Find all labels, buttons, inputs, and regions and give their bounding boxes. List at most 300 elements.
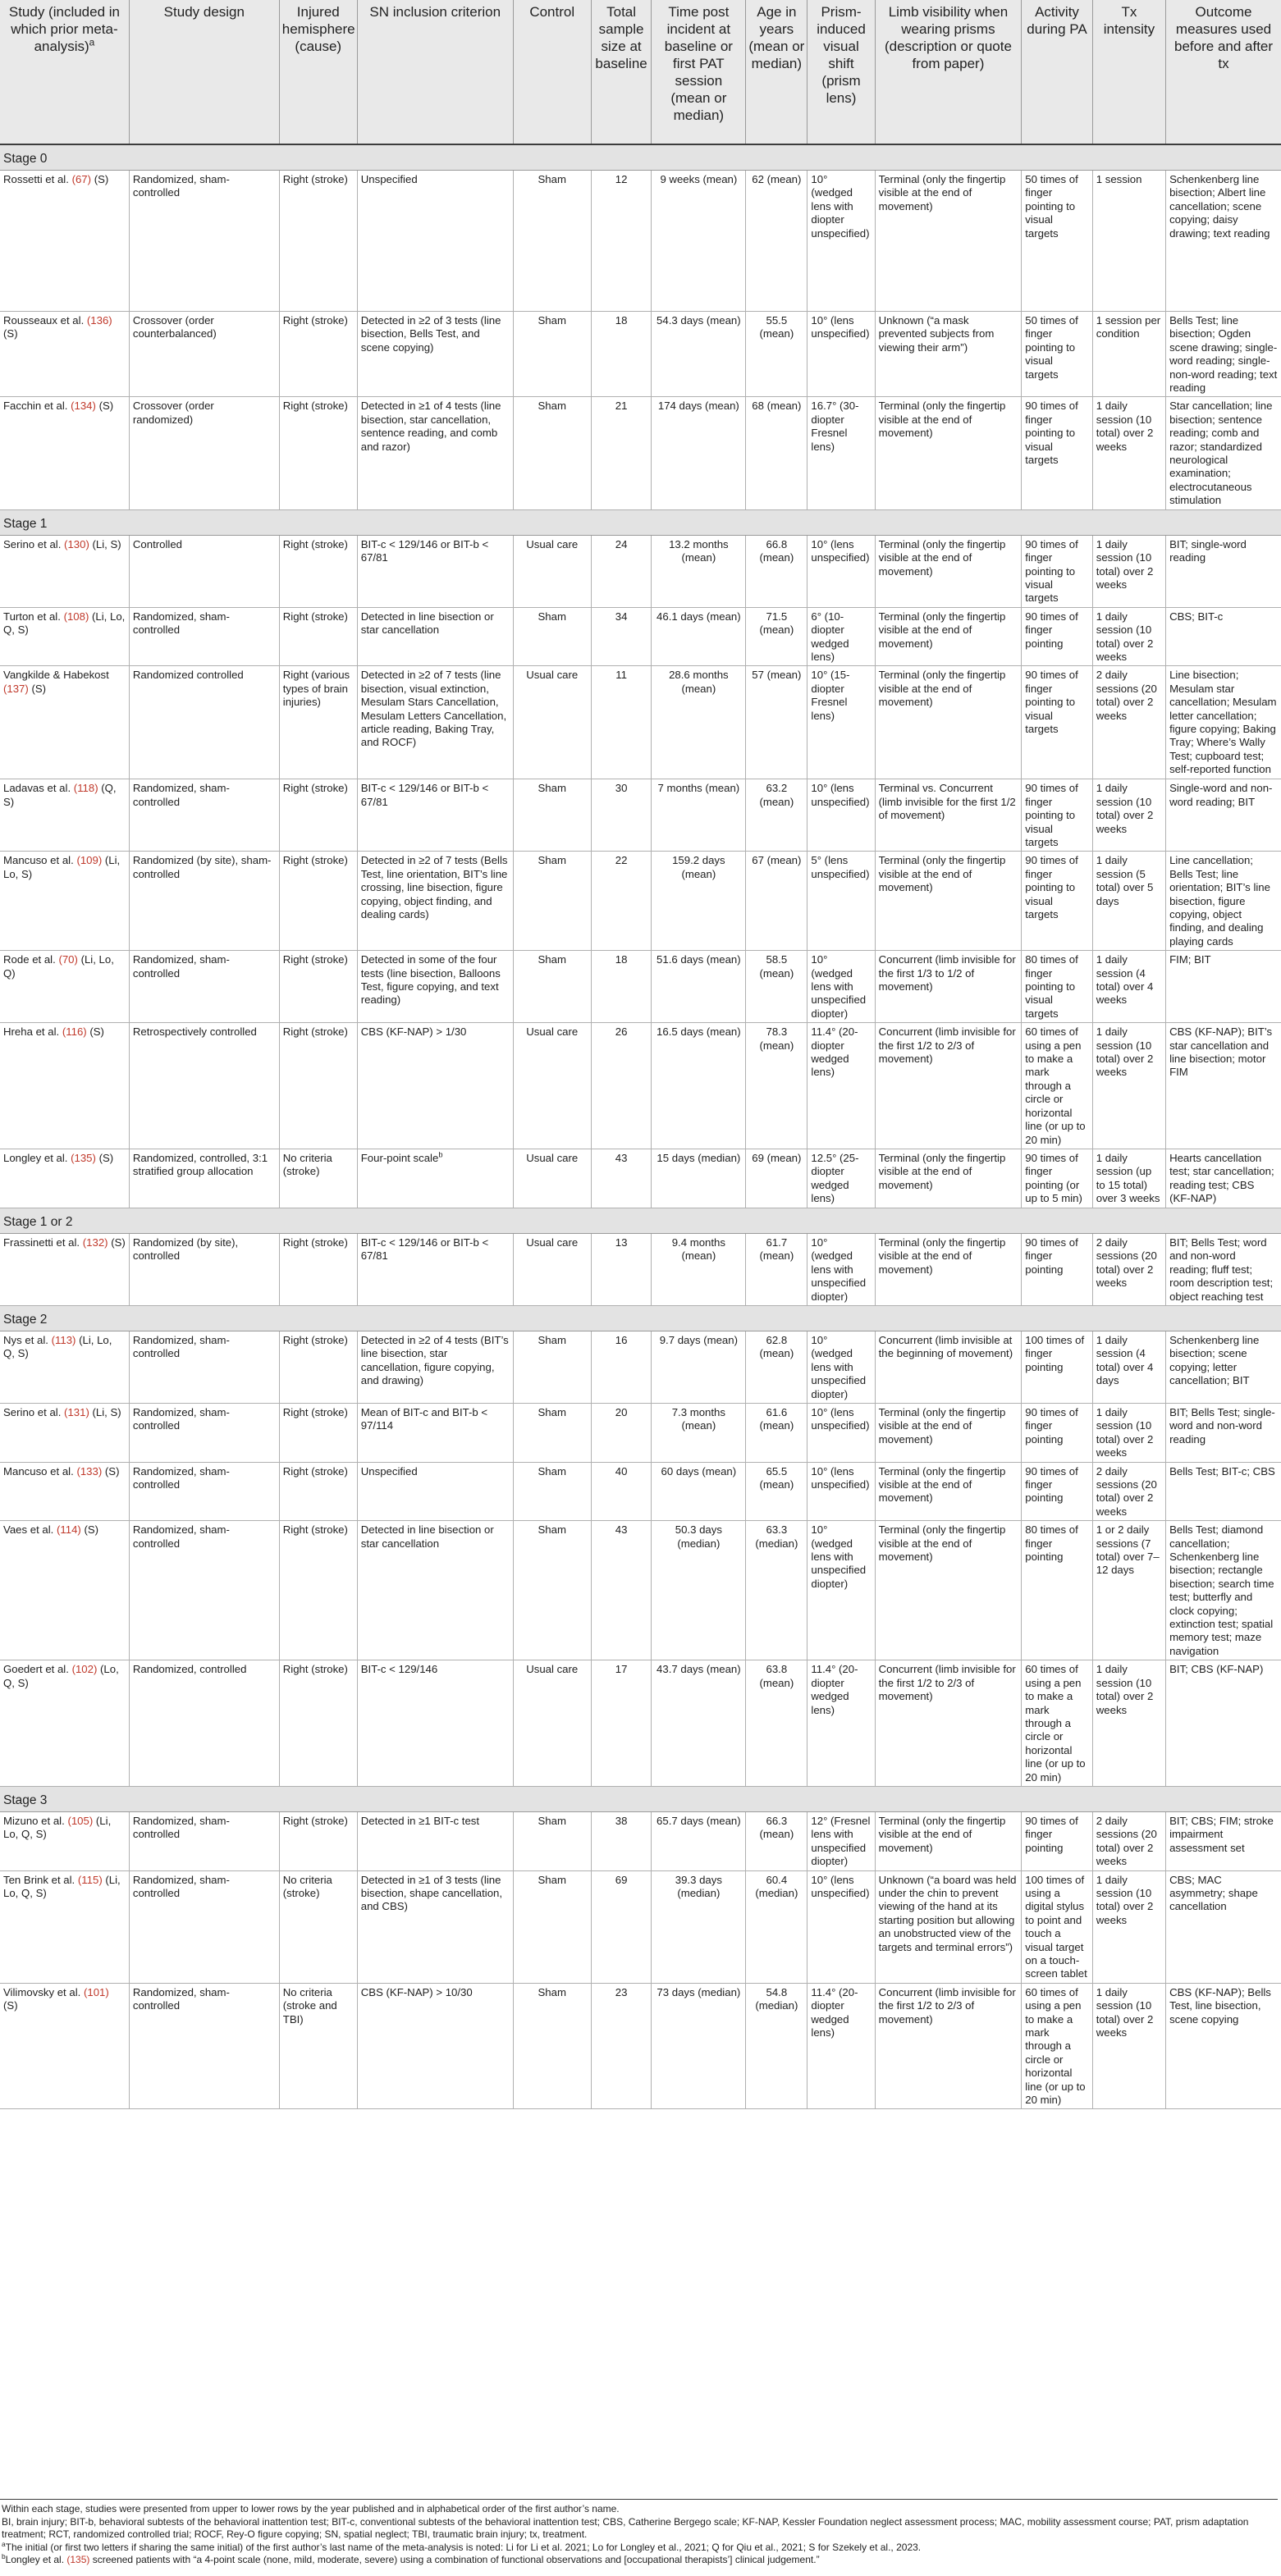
cell-design bbox=[129, 1521, 279, 1660]
cell-control bbox=[513, 852, 591, 951]
table-footnotes bbox=[0, 2499, 1278, 2567]
cell-control-text: Sham bbox=[538, 1814, 566, 1827]
cell-design-text: Randomized controlled bbox=[132, 669, 244, 682]
cell-control bbox=[513, 1983, 591, 2109]
study-author: Turton et al. bbox=[3, 610, 61, 623]
cell-n bbox=[591, 535, 652, 607]
cell-hemisphere-text: Right (stroke) bbox=[282, 537, 348, 550]
cell-design bbox=[129, 1870, 279, 1983]
cell-age-text: 66.8 (mean) bbox=[759, 537, 794, 564]
cell-shift bbox=[807, 1660, 875, 1787]
cell-hemisphere bbox=[279, 1983, 357, 2109]
cell-intensity-text: 1 daily session (10 total) over 2 weeks bbox=[1096, 1025, 1154, 1079]
study-author: Mizuno et al. bbox=[3, 1814, 65, 1827]
cell-age-text: 60.4 (median) bbox=[755, 1873, 798, 1899]
cell-intensity bbox=[1092, 1660, 1165, 1787]
study-meta-tag: (Q, S) bbox=[3, 782, 117, 808]
cell-criterion bbox=[357, 1521, 513, 1660]
cell-limb-text: Concurrent (limb invisible for the first 1/2 to 2/3 of movement) bbox=[878, 1025, 1016, 1066]
cell-limb bbox=[875, 1023, 1022, 1149]
study-meta-tag: (S) bbox=[108, 1235, 126, 1249]
cell-activity-text: 50 times of finger pointing to visual targets bbox=[1025, 314, 1078, 381]
study-meta-tag: (S) bbox=[95, 1151, 114, 1164]
cell-shift bbox=[807, 607, 875, 666]
study-author: Mancuso et al. bbox=[3, 854, 74, 867]
study-author: Vaes et al. bbox=[3, 1523, 54, 1537]
cell-n bbox=[591, 1331, 652, 1403]
cell-control-text: Sham bbox=[538, 1523, 566, 1537]
cell-time bbox=[652, 1403, 746, 1462]
cell-shift bbox=[807, 535, 875, 607]
cell-criterion bbox=[357, 1462, 513, 1521]
study-author: Serino et al. bbox=[3, 1405, 62, 1418]
cell-outcomes bbox=[1166, 1331, 1281, 1403]
cell-activity bbox=[1022, 1811, 1092, 1870]
cell-design bbox=[129, 852, 279, 951]
cell-control-text: Sham bbox=[538, 953, 566, 966]
cell-hemisphere bbox=[279, 535, 357, 607]
cell-limb bbox=[875, 1660, 1022, 1787]
cell-hemisphere-text: Right (stroke) bbox=[282, 953, 348, 966]
cell-limb bbox=[875, 1233, 1022, 1305]
cell-intensity bbox=[1092, 1233, 1165, 1305]
cell-activity bbox=[1022, 951, 1092, 1023]
cell-limb-text: Unknown (“a mask prevented subjects from viewing their arm”) bbox=[878, 314, 995, 354]
footnote-a-mark: a bbox=[2, 2539, 6, 2548]
cell-control bbox=[513, 312, 591, 397]
cell-time-text: 28.6 months (mean) bbox=[669, 669, 729, 695]
cell-age-text: 68 (mean) bbox=[752, 400, 802, 413]
cell-shift-text: 16.7° (30-diopter Fresnel lens) bbox=[811, 400, 859, 453]
cell-study bbox=[0, 951, 129, 1023]
cell-criterion-text: Detected in ≥2 of 3 tests (line bisection, Bells Test, and scene copying) bbox=[360, 314, 501, 354]
cell-activity bbox=[1022, 1331, 1092, 1403]
cell-intensity-text: 2 daily sessions (20 total) over 2 weeks bbox=[1096, 1235, 1157, 1290]
cell-time-text: 9 weeks (mean) bbox=[660, 173, 738, 185]
cell-n-text: 12 bbox=[615, 173, 628, 185]
study-reference-link[interactable]: (101) bbox=[83, 1985, 109, 1998]
cell-intensity bbox=[1092, 397, 1165, 509]
cell-control-text: Sham bbox=[538, 400, 566, 413]
cell-activity-text: 60 times of using a pen to make a mark through a circle or horizontal line (or up to 20 min) bbox=[1025, 1985, 1086, 2107]
column-header-8 bbox=[807, 0, 875, 144]
cell-intensity bbox=[1092, 1521, 1165, 1660]
cell-n bbox=[591, 779, 652, 852]
cell-limb-text: Terminal (only the fingertip visible at the end of movement) bbox=[878, 1464, 1006, 1505]
cell-criterion-text: BIT-c < 129/146 or BIT-b < 67/81 bbox=[360, 782, 489, 808]
study-reference-link[interactable]: (118) bbox=[73, 782, 98, 795]
cell-time-text: 46.1 days (mean) bbox=[657, 610, 741, 623]
cell-time bbox=[652, 1811, 746, 1870]
cell-n bbox=[591, 1462, 652, 1521]
cell-criterion-text: Detected in some of the four tests (line bisection, Balloons Test, figure copying, and text reading) bbox=[360, 953, 501, 1007]
column-header-0 bbox=[0, 0, 129, 144]
cell-design-text: Randomized (by site), controlled bbox=[132, 1235, 239, 1263]
cell-time bbox=[652, 535, 746, 607]
cell-design-text: Crossover (order randomized) bbox=[132, 400, 214, 426]
study-reference-link[interactable]: (131) bbox=[64, 1405, 89, 1418]
cell-criterion bbox=[357, 1233, 513, 1305]
study-reference-link[interactable]: (116) bbox=[62, 1025, 87, 1039]
study-reference-link[interactable]: (115) bbox=[77, 1873, 103, 1886]
cell-study bbox=[0, 1870, 129, 1983]
cell-design bbox=[129, 535, 279, 607]
cell-shift bbox=[807, 1521, 875, 1660]
cell-age bbox=[746, 951, 807, 1023]
cell-design-text: Crossover (order counterbalanced) bbox=[132, 314, 217, 340]
table-row bbox=[0, 852, 1281, 951]
cell-intensity bbox=[1092, 951, 1165, 1023]
table-row bbox=[0, 1811, 1281, 1870]
cell-activity bbox=[1022, 171, 1092, 312]
cell-n bbox=[591, 1660, 652, 1787]
cell-control-text: Usual care bbox=[526, 669, 579, 682]
cell-limb-text: Concurrent (limb invisible for the first 1/2 to 2/3 of movement) bbox=[878, 1985, 1016, 2026]
cell-hemisphere bbox=[279, 779, 357, 852]
cell-control bbox=[513, 951, 591, 1023]
cell-study bbox=[0, 1983, 129, 2109]
cell-criterion bbox=[357, 1870, 513, 1983]
cell-design-text: Randomized, sham-controlled bbox=[132, 1405, 230, 1432]
table-row bbox=[0, 779, 1281, 852]
cell-design-text: Retrospectively controlled bbox=[132, 1025, 257, 1039]
study-meta-tag: (Li, Lo, Q, S) bbox=[3, 1873, 121, 1899]
column-header-3 bbox=[357, 0, 513, 144]
cell-criterion bbox=[357, 1811, 513, 1870]
cell-criterion bbox=[357, 397, 513, 509]
cell-criterion-text: Detected in ≥1 BIT-c test bbox=[360, 1814, 480, 1827]
cell-intensity bbox=[1092, 1870, 1165, 1983]
cell-age-text: 63.2 (mean) bbox=[759, 782, 794, 808]
cell-limb-text: Terminal (only the fingertip visible at the end of movement) bbox=[878, 173, 1006, 212]
cell-intensity bbox=[1092, 779, 1165, 852]
cell-intensity bbox=[1092, 607, 1165, 666]
table-body bbox=[0, 144, 1281, 2109]
cell-intensity bbox=[1092, 1023, 1165, 1149]
cell-n-text: 26 bbox=[615, 1025, 628, 1039]
cell-design-text: Randomized, controlled, 3:1 stratified group allocation bbox=[132, 1151, 268, 1178]
cell-activity-text: 90 times of finger pointing to visual targets bbox=[1025, 669, 1078, 735]
cell-time bbox=[652, 171, 746, 312]
cell-hemisphere-text: No criteria (stroke) bbox=[282, 1151, 332, 1178]
study-reference-link[interactable]: (109) bbox=[76, 854, 103, 867]
cell-study bbox=[0, 171, 129, 312]
cell-activity-text: 90 times of finger pointing to visual targets bbox=[1025, 854, 1078, 920]
study-meta-tag: (S) bbox=[102, 1464, 120, 1478]
cell-criterion bbox=[357, 171, 513, 312]
cell-control bbox=[513, 1811, 591, 1870]
cell-hemisphere-text: No criteria (stroke) bbox=[282, 1873, 332, 1899]
study-reference-link[interactable]: (136) bbox=[86, 314, 112, 327]
cell-control-text: Sham bbox=[538, 1405, 566, 1418]
cell-limb bbox=[875, 1521, 1022, 1660]
cell-hemisphere-text: Right (stroke) bbox=[282, 1814, 348, 1827]
cell-study bbox=[0, 312, 129, 397]
cell-criterion bbox=[357, 779, 513, 852]
cell-limb-text: Concurrent (limb invisible for the first 1/3 to 1/2 of movement) bbox=[878, 953, 1016, 993]
cell-n bbox=[591, 397, 652, 509]
cell-control-text: Sham bbox=[538, 1333, 566, 1346]
cell-criterion-text: BIT-c < 129/146 or BIT-b < 67/81 bbox=[360, 537, 489, 564]
cell-intensity bbox=[1092, 1403, 1165, 1462]
study-reference-link[interactable]: (102) bbox=[71, 1663, 98, 1676]
study-author: Rode et al. bbox=[3, 953, 56, 966]
cell-time-text: 9.7 days (mean) bbox=[659, 1333, 738, 1346]
cell-activity bbox=[1022, 312, 1092, 397]
study-reference-link[interactable]: (137) bbox=[3, 682, 29, 695]
cell-n-text: 18 bbox=[615, 953, 628, 966]
cell-limb-text: Terminal (only the fingertip visible at the end of movement) bbox=[878, 1405, 1006, 1446]
cell-activity-text: 100 times of finger pointing bbox=[1025, 1333, 1085, 1373]
table-row bbox=[0, 312, 1281, 397]
cell-limb bbox=[875, 1983, 1022, 2109]
footnote-b-post: screened patients with “a 4-point scale (none, mild, moderate, severe) using a combination of functional observations and [occupational therapists’] clinical judgement.” bbox=[89, 2554, 820, 2566]
cell-shift bbox=[807, 1233, 875, 1305]
stage-label: Stage 0 bbox=[0, 144, 1281, 171]
cell-shift-text: 10° (lens unspecified) bbox=[811, 782, 870, 808]
cell-age-text: 62.8 (mean) bbox=[759, 1333, 794, 1360]
study-reference-link[interactable]: (130) bbox=[64, 537, 89, 550]
study-reference-link[interactable]: (114) bbox=[57, 1523, 81, 1537]
cell-hemisphere-text: Right (stroke) bbox=[282, 610, 348, 623]
cell-age-text: 57 (mean) bbox=[752, 669, 802, 682]
cell-shift-text: 10° (wedged lens with diopter unspecified) bbox=[811, 173, 870, 240]
column-header-label: SN inclusion criterion bbox=[369, 4, 501, 20]
table-row bbox=[0, 1660, 1281, 1787]
cell-outcomes-text: Star cancellation; line bisection; sentence reading; comb and razor; standardized neurological examination; electrocutaneous stimulation bbox=[1169, 400, 1273, 507]
cell-hemisphere bbox=[279, 1023, 357, 1149]
study-author: Goedert et al. bbox=[3, 1663, 69, 1676]
cell-study bbox=[0, 1811, 129, 1870]
cell-time-text: 13.2 months (mean) bbox=[669, 537, 729, 564]
cell-hemisphere-text: Right (stroke) bbox=[282, 1523, 348, 1537]
cell-time-text: 9.4 months (mean) bbox=[671, 1235, 725, 1263]
cell-time-text: 54.3 days (mean) bbox=[657, 314, 741, 327]
cell-criterion bbox=[357, 607, 513, 666]
study-author: Nys et al. bbox=[3, 1333, 48, 1346]
study-reference-link[interactable]: (113) bbox=[51, 1333, 76, 1346]
cell-n bbox=[591, 951, 652, 1023]
cell-n bbox=[591, 1983, 652, 2109]
cell-control-text: Usual care bbox=[526, 1663, 579, 1676]
cell-hemisphere bbox=[279, 397, 357, 509]
table-row bbox=[0, 1462, 1281, 1521]
cell-age-text: 61.7 (mean) bbox=[759, 1235, 794, 1263]
table-row bbox=[0, 535, 1281, 607]
cell-outcomes bbox=[1166, 312, 1281, 397]
table-row bbox=[0, 951, 1281, 1023]
cell-control-text: Sham bbox=[538, 1464, 566, 1478]
cell-time-text: 174 days (mean) bbox=[657, 400, 739, 413]
cell-time bbox=[652, 312, 746, 397]
cell-limb-text: Terminal (only the fingertip visible at the end of movement) bbox=[878, 610, 1006, 650]
header-row bbox=[0, 0, 1281, 144]
cell-design bbox=[129, 1233, 279, 1305]
cell-n bbox=[591, 852, 652, 951]
study-reference-link[interactable]: (70) bbox=[58, 953, 78, 966]
cell-intensity-text: 1 daily session (10 total) over 2 weeks bbox=[1096, 1985, 1154, 2039]
cell-activity bbox=[1022, 1023, 1092, 1149]
cell-n-text: 22 bbox=[615, 854, 628, 867]
cell-design-text: Randomized, sham-controlled bbox=[132, 1985, 230, 2012]
cell-shift-text: 11.4° (20-diopter wedged lens) bbox=[811, 1985, 858, 2039]
cell-age bbox=[746, 1462, 807, 1521]
cell-activity bbox=[1022, 1870, 1092, 1983]
footnote-b-ref[interactable]: (135) bbox=[66, 2554, 90, 2566]
cell-activity-text: 80 times of finger pointing to visual targets bbox=[1025, 953, 1078, 1020]
cell-n-text: 34 bbox=[615, 610, 628, 623]
cell-control-text: Sham bbox=[538, 314, 566, 327]
column-header-label: Time post incident at baseline or first PAT session (mean or median) bbox=[664, 4, 733, 123]
cell-criterion-text: BIT-c < 129/146 bbox=[360, 1663, 438, 1676]
cell-age-text: 63.3 (median) bbox=[755, 1523, 798, 1550]
cell-study bbox=[0, 1331, 129, 1403]
cell-n bbox=[591, 1521, 652, 1660]
cell-intensity-text: 2 daily sessions (20 total) over 2 weeks bbox=[1096, 669, 1157, 722]
cell-hemisphere-text: No criteria (stroke and TBI) bbox=[282, 1985, 337, 2026]
cell-n-text: 24 bbox=[615, 537, 628, 550]
cell-age bbox=[746, 1331, 807, 1403]
footnote-b-mark: b bbox=[2, 2552, 6, 2561]
cell-age bbox=[746, 666, 807, 779]
column-header-label: Limb visibility when wearing prisms (description or quote from paper) bbox=[884, 4, 1012, 71]
cell-study bbox=[0, 779, 129, 852]
cell-study bbox=[0, 1462, 129, 1521]
cell-hemisphere-text: Right (stroke) bbox=[282, 1405, 348, 1418]
cell-outcomes bbox=[1166, 1023, 1281, 1149]
cell-time-text: 7.3 months (mean) bbox=[671, 1405, 725, 1432]
cell-shift bbox=[807, 779, 875, 852]
cell-intensity-text: 1 or 2 daily sessions (7 total) over 7–12 days bbox=[1096, 1523, 1160, 1577]
cell-intensity-text: 1 daily session (up to 15 total) over 3 weeks bbox=[1096, 1151, 1160, 1205]
cell-criterion bbox=[357, 951, 513, 1023]
cell-criterion-text: Detected in ≥2 of 4 tests (BIT’s line bisection, star cancellation, figure copying, and drawing) bbox=[360, 1333, 509, 1387]
cell-outcomes-text: FIM; BIT bbox=[1169, 953, 1211, 966]
cell-age bbox=[746, 1983, 807, 2109]
cell-design bbox=[129, 1983, 279, 2109]
cell-control bbox=[513, 666, 591, 779]
cell-design-text: Randomized, sham-controlled bbox=[132, 782, 230, 808]
cell-control-text: Usual care bbox=[526, 1025, 579, 1039]
cell-outcomes bbox=[1166, 1233, 1281, 1305]
cell-control-text: Usual care bbox=[526, 1151, 579, 1164]
column-header-label: Age in years (mean or median) bbox=[748, 4, 805, 71]
cell-activity bbox=[1022, 1233, 1092, 1305]
cell-shift-text: 10° (lens unspecified) bbox=[811, 1405, 870, 1432]
footnote-a bbox=[2, 2539, 1278, 2555]
cell-limb bbox=[875, 535, 1022, 607]
cell-age-text: 58.5 (mean) bbox=[759, 953, 794, 980]
cell-study bbox=[0, 1403, 129, 1462]
cell-n bbox=[591, 666, 652, 779]
cell-control bbox=[513, 171, 591, 312]
cell-age bbox=[746, 1023, 807, 1149]
cell-study bbox=[0, 1149, 129, 1208]
cell-shift-text: 12° (Fresnel lens with unspecified diopter) bbox=[811, 1814, 871, 1868]
cell-study bbox=[0, 666, 129, 779]
table-row bbox=[0, 1023, 1281, 1149]
cell-hemisphere bbox=[279, 1403, 357, 1462]
column-header-label: Study design bbox=[163, 4, 245, 20]
study-author: Ladavas et al. bbox=[3, 782, 71, 795]
cell-control bbox=[513, 1462, 591, 1521]
cell-limb bbox=[875, 1331, 1022, 1403]
study-author: Hreha et al. bbox=[3, 1025, 60, 1039]
cell-n-text: 20 bbox=[615, 1405, 628, 1418]
study-reference-link[interactable]: (132) bbox=[82, 1235, 108, 1249]
cell-shift-text: 10° (wedged lens with unspecified diopter) bbox=[811, 1523, 867, 1590]
cell-outcomes-text: Hearts cancellation test; star cancellation; reading test; CBS (KF-NAP) bbox=[1169, 1151, 1274, 1205]
cell-activity-text: 90 times of finger pointing to visual targets bbox=[1025, 782, 1078, 848]
column-header-9 bbox=[875, 0, 1022, 144]
cell-activity-text: 90 times of finger pointing bbox=[1025, 1814, 1078, 1854]
cell-study bbox=[0, 852, 129, 951]
cell-activity bbox=[1022, 397, 1092, 509]
study-reference-link[interactable]: (133) bbox=[76, 1464, 103, 1478]
cell-hemisphere bbox=[279, 607, 357, 666]
cell-criterion-text: Detected in ≥2 of 7 tests (line bisection, visual extinction, Mesulam Stars Cancellation, Mesulam Letters Cancellation, article reading, Baking Tray, and ROCF) bbox=[360, 669, 507, 749]
study-reference-link[interactable]: (135) bbox=[71, 1151, 96, 1164]
study-reference-link[interactable]: (108) bbox=[63, 610, 89, 623]
cell-outcomes bbox=[1166, 1983, 1281, 2109]
cell-activity bbox=[1022, 1149, 1092, 1208]
cell-criterion bbox=[357, 666, 513, 779]
cell-n-text: 21 bbox=[615, 400, 628, 413]
cell-outcomes-text: Line cancellation; Bells Test; line orientation; BIT’s line bisection, figure copying, object finding, and dealing playing cards bbox=[1169, 854, 1270, 948]
cell-shift bbox=[807, 171, 875, 312]
study-author: Rossetti et al. bbox=[3, 173, 69, 185]
cell-outcomes bbox=[1166, 1462, 1281, 1521]
cell-intensity-text: 1 session per condition bbox=[1096, 314, 1161, 340]
study-meta-tag: (S) bbox=[80, 1523, 99, 1537]
cell-outcomes bbox=[1166, 1149, 1281, 1208]
study-reference-link[interactable]: (67) bbox=[71, 173, 92, 185]
cell-limb-text: Terminal (only the fingertip visible at the end of movement) bbox=[878, 1151, 1006, 1191]
table-row bbox=[0, 1331, 1281, 1403]
cell-n bbox=[591, 1870, 652, 1983]
cell-outcomes-text: BIT; Bells Test; single-word and non-word reading bbox=[1169, 1405, 1275, 1446]
cell-activity bbox=[1022, 607, 1092, 666]
cell-limb bbox=[875, 951, 1022, 1023]
cell-intensity bbox=[1092, 171, 1165, 312]
stage-label: Stage 2 bbox=[0, 1305, 1281, 1331]
cell-design bbox=[129, 171, 279, 312]
cell-limb-text: Terminal (only the fingertip visible at the end of movement) bbox=[878, 537, 1006, 578]
cell-limb bbox=[875, 779, 1022, 852]
cell-n bbox=[591, 171, 652, 312]
cell-age-text: 61.6 (mean) bbox=[759, 1405, 794, 1432]
cell-criterion-text: CBS (KF-NAP) > 10/30 bbox=[360, 1985, 473, 1998]
cell-shift bbox=[807, 1811, 875, 1870]
cell-limb-text: Concurrent (limb invisible for the first 1/2 to 2/3 of movement) bbox=[878, 1663, 1016, 1703]
study-author: Longley et al. bbox=[3, 1151, 68, 1164]
cell-age-text: 54.8 (median) bbox=[755, 1985, 798, 2012]
cell-activity bbox=[1022, 1462, 1092, 1521]
study-meta-tag: (S) bbox=[3, 327, 18, 340]
study-reference-link[interactable]: (105) bbox=[67, 1814, 94, 1827]
cell-age bbox=[746, 171, 807, 312]
cell-control-text: Sham bbox=[538, 782, 566, 795]
cell-n-text: 43 bbox=[615, 1151, 628, 1164]
cell-intensity-text: 1 daily session (10 total) over 2 weeks bbox=[1096, 610, 1154, 663]
cell-age bbox=[746, 1870, 807, 1983]
cell-n bbox=[591, 1233, 652, 1305]
study-reference-link[interactable]: (134) bbox=[71, 400, 96, 413]
cell-study bbox=[0, 1521, 129, 1660]
cell-outcomes-text: CBS (KF-NAP); Bells Test, line bisection, scene copying bbox=[1169, 1985, 1271, 2026]
cell-hemisphere-text: Right (stroke) bbox=[282, 1025, 348, 1039]
cell-age-text: 78.3 (mean) bbox=[759, 1025, 794, 1052]
